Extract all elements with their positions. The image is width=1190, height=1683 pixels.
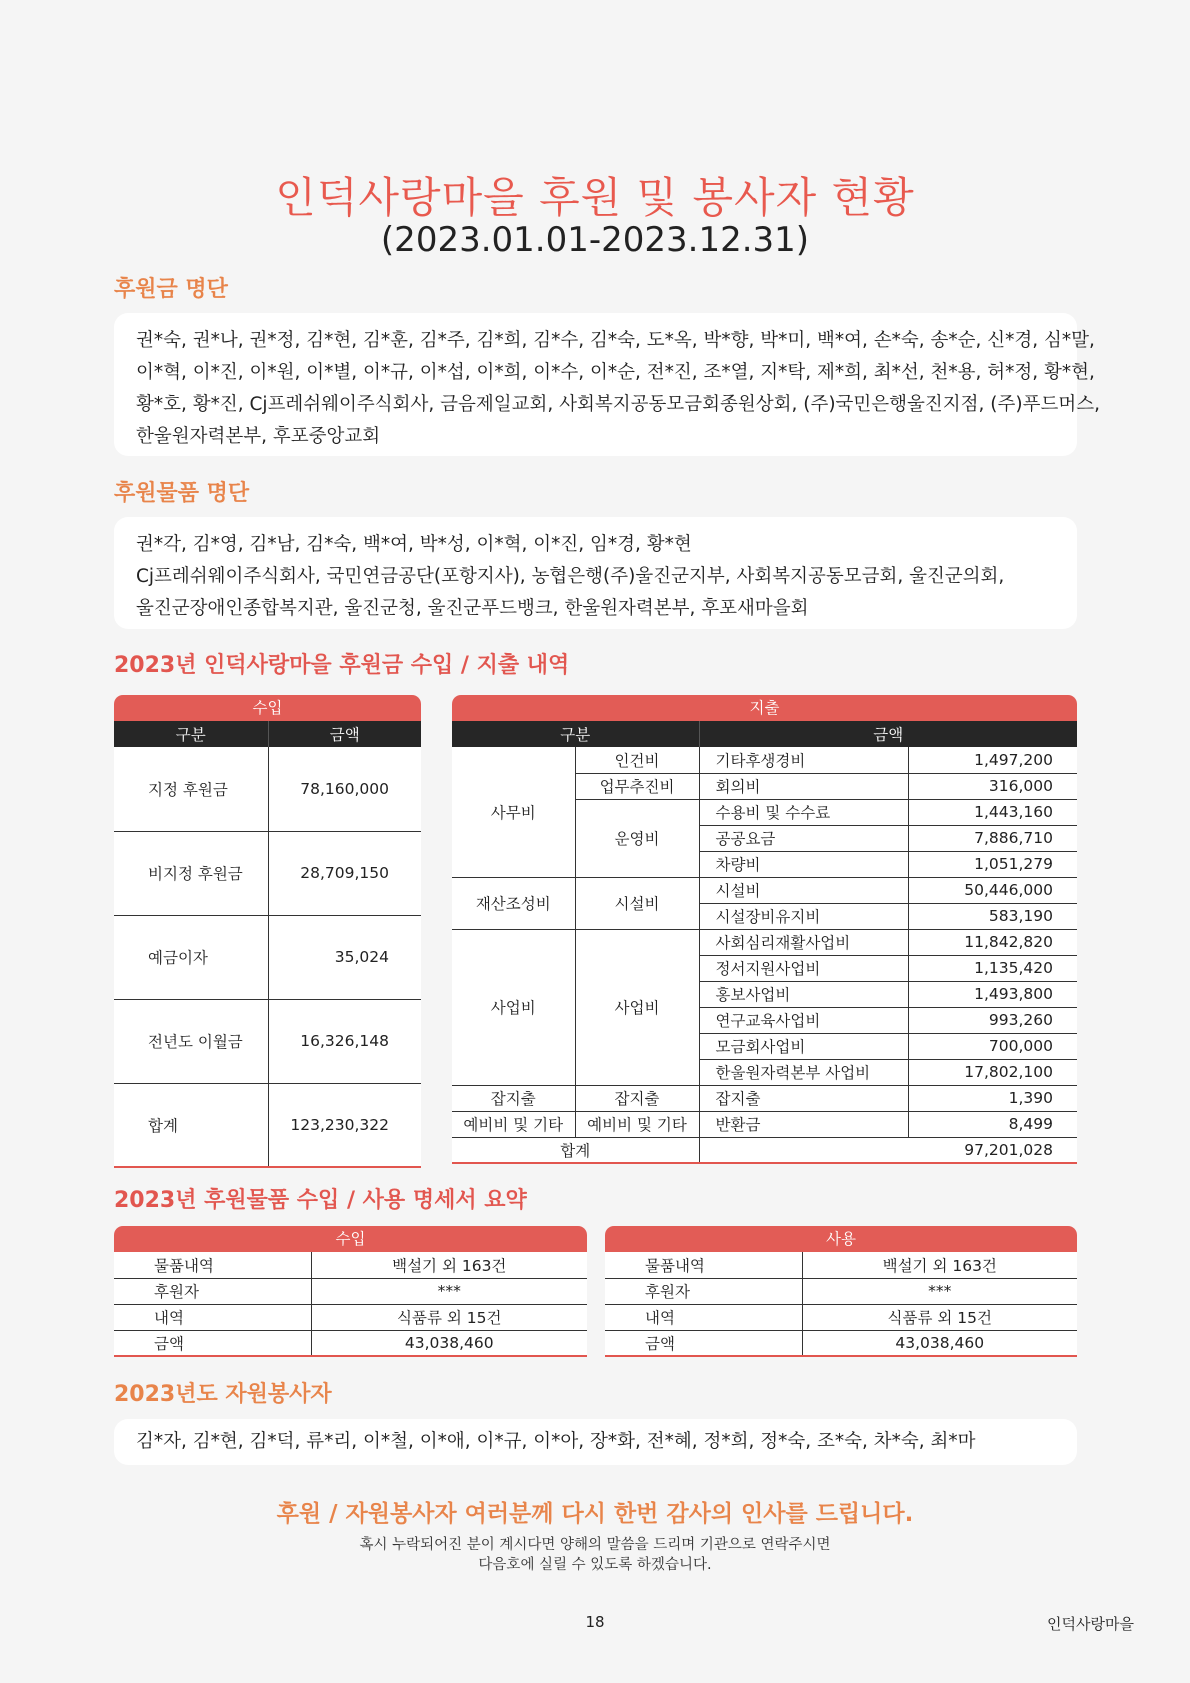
expense-item: 시설비 [699,877,908,903]
table-row [114,1278,587,1304]
goods-donors-line: Cj프레쉬웨이주식회사, 국민연금공단(포항지사), 농협은행(주)울진군지부, 사회복지공동모금회, 울진군의회, [136,566,1005,587]
expense-amount: 583,190 [908,903,1077,929]
income-table [114,695,421,1168]
expense-item: 회의비 [699,773,908,799]
expense-col-amount: 금액 [699,721,1077,747]
money-donors-heading: 후원금 명단 [114,277,228,302]
table-row [114,1252,587,1278]
expense-item: 홍보사업비 [699,981,908,1007]
expense-item: 사회심리재활사업비 [699,929,908,955]
goods-donors-line: 울진군장애인종합복지관, 울진군청, 울진군푸드뱅크, 한울원자력본부, 후포새마을회 [136,598,809,619]
table-row [452,929,1077,955]
goods-value: *** [311,1278,587,1304]
expense-amount: 8,499 [908,1111,1077,1137]
expense-amount: 1,497,200 [908,747,1077,773]
table-row [452,1137,1077,1163]
table-row [452,877,1077,903]
expense-amount: 1,390 [908,1085,1077,1111]
expense-col-category: 구분 [452,721,699,747]
expense-item: 기타후생경비 [699,747,908,773]
expense-amount: 1,443,160 [908,799,1077,825]
period: (2023.01.01-2023.12.31) [380,220,810,260]
goods-value: 식품류 외 15건 [311,1304,587,1330]
goods-income-table [114,1226,587,1357]
income-col-amount: 금액 [268,721,421,747]
goods-donors-line: 권*각, 김*영, 김*남, 김*숙, 백*여, 박*성, 이*혁, 이*진, 임*경, 황*현 [136,534,692,555]
income-amount: 123,230,322 [268,1083,421,1167]
expense-amount: 7,886,710 [908,825,1077,851]
goods-donors-box [114,517,1077,629]
expense-item: 반환금 [699,1111,908,1137]
expense-item: 한울원자력본부 사업비 [699,1059,908,1085]
expense-item: 정서지원사업비 [699,955,908,981]
income-amount: 28,709,150 [268,831,421,915]
expense-group: 사무비 [452,747,575,877]
volunteers-box [114,1419,1077,1465]
goods-label: 내역 [114,1304,311,1330]
table-row [605,1330,1077,1356]
income-category: 지정 후원금 [114,747,268,831]
page-number: 18 [585,1613,605,1631]
expense-amount: 1,493,800 [908,981,1077,1007]
expense-group: 잡지출 [452,1085,575,1111]
money-donors-box [114,313,1100,456]
goods-value: 식품류 외 15건 [802,1304,1077,1330]
goods-income-title: 수입 [114,1226,587,1252]
income-amount: 16,326,148 [268,999,421,1083]
expense-item: 시설장비유지비 [699,903,908,929]
expense-amount: 993,260 [908,1007,1077,1033]
expense-total-amount: 97,201,028 [699,1137,1077,1163]
table-row [605,1252,1077,1278]
finance-heading: 2023년 인덕사랑마을 후원금 수입 / 지출 내역 [114,653,570,678]
expense-item: 모금회사업비 [699,1033,908,1059]
table-row [114,915,421,999]
goods-donors-heading: 후원물품 명단 [114,481,250,506]
expense-item: 연구교육사업비 [699,1007,908,1033]
expense-amount: 11,842,820 [908,929,1077,955]
income-category: 합계 [114,1083,268,1167]
table-row [114,999,421,1083]
expense-subgroup: 인건비 [575,747,699,773]
expense-item: 차량비 [699,851,908,877]
expense-subgroup: 사업비 [575,929,699,1085]
goods-summary-heading: 2023년 후원물품 수입 / 사용 명세서 요약 [114,1188,527,1213]
expense-amount: 1,051,279 [908,851,1077,877]
table-row [452,1111,1077,1137]
goods-label: 금액 [605,1330,802,1356]
goods-label: 금액 [114,1330,311,1356]
goods-value: 백설기 외 163건 [311,1252,587,1278]
income-col-category: 구분 [114,721,268,747]
expense-amount: 1,135,420 [908,955,1077,981]
goods-value: 백설기 외 163건 [802,1252,1077,1278]
goods-label: 내역 [605,1304,802,1330]
goods-usage-table [605,1226,1077,1357]
expense-amount: 50,446,000 [908,877,1077,903]
table-row [605,1278,1077,1304]
expense-subgroup: 업무추진비 [575,773,699,799]
income-category: 비지정 후원금 [114,831,268,915]
income-title: 수입 [114,695,421,721]
expense-item: 수용비 및 수수료 [699,799,908,825]
table-row [452,747,1077,773]
expense-amount: 17,802,100 [908,1059,1077,1085]
expense-subgroup: 잡지출 [575,1085,699,1111]
goods-label: 물품내역 [114,1252,311,1278]
expense-item: 공공요금 [699,825,908,851]
table-row [114,1304,587,1330]
volunteers-line: 김*자, 김*현, 김*덕, 류*리, 이*철, 이*애, 이*규, 이*아, 장*화, 전*혜, 정*희, 정*숙, 조*숙, 차*숙, 최*마 [136,1431,976,1452]
table-row [452,1085,1077,1111]
money-donors-line: 이*혁, 이*진, 이*원, 이*별, 이*규, 이*섭, 이*희, 이*수, 이*순, 전*진, 조*열, 지*탁, 제*희, 최*선, 천*용, 허*정, 황*현, [136,362,1095,383]
goods-usage-title: 사용 [605,1226,1077,1252]
expense-subgroup: 예비비 및 기타 [575,1111,699,1137]
expense-amount: 700,000 [908,1033,1077,1059]
table-row [114,1083,421,1167]
goods-value: 43,038,460 [311,1330,587,1356]
goods-value: 43,038,460 [802,1330,1077,1356]
goods-label: 후원자 [605,1278,802,1304]
money-donors-line: 황*호, 황*진, Cj프레쉬웨이주식회사, 금음제일교회, 사회복지공동모금회종원상회, (주)국민은행울진지점, (주)푸드머스, [136,394,1100,415]
expense-group: 재산조성비 [452,877,575,929]
expense-table [452,695,1077,1164]
income-amount: 78,160,000 [268,747,421,831]
expense-amount: 316,000 [908,773,1077,799]
income-category: 예금이자 [114,915,268,999]
note-line: 다음호에 실릴 수 있도록 하겠습니다. [478,1557,712,1573]
brand-name: 인덕사랑마을 [1047,1615,1134,1633]
income-category: 전년도 이월금 [114,999,268,1083]
goods-value: *** [802,1278,1077,1304]
note-line: 혹시 누락되어진 분이 계시다면 양해의 말씀을 드리며 기관으로 연락주시면 [359,1537,831,1553]
goods-label: 후원자 [114,1278,311,1304]
money-donors-line: 한울원자력본부, 후포중앙교회 [136,426,381,447]
money-donors-line: 권*숙, 권*나, 권*정, 김*현, 김*훈, 김*주, 김*희, 김*수, 김*숙, 도*옥, 박*향, 박*미, 백*여, 손*숙, 송*순, 신*경, 심*말, [136,330,1095,351]
table-row [605,1304,1077,1330]
page-title: 인덕사랑마을 후원 및 봉사자 현황 [275,173,915,222]
table-row [114,831,421,915]
expense-title: 지출 [452,695,1077,721]
thanks-message: 후원 / 자원봉사자 여러분께 다시 한번 감사의 인사를 드립니다. [276,1501,914,1527]
expense-group: 사업비 [452,929,575,1085]
income-amount: 35,024 [268,915,421,999]
table-row [114,1330,587,1356]
expense-subgroup: 운영비 [575,799,699,877]
expense-total-label: 합계 [452,1137,699,1163]
table-row [114,747,421,831]
expense-subgroup: 시설비 [575,877,699,929]
expense-item: 잡지출 [699,1085,908,1111]
goods-label: 물품내역 [605,1252,802,1278]
expense-group: 예비비 및 기타 [452,1111,575,1137]
volunteers-heading: 2023년도 자원봉사자 [114,1382,332,1407]
